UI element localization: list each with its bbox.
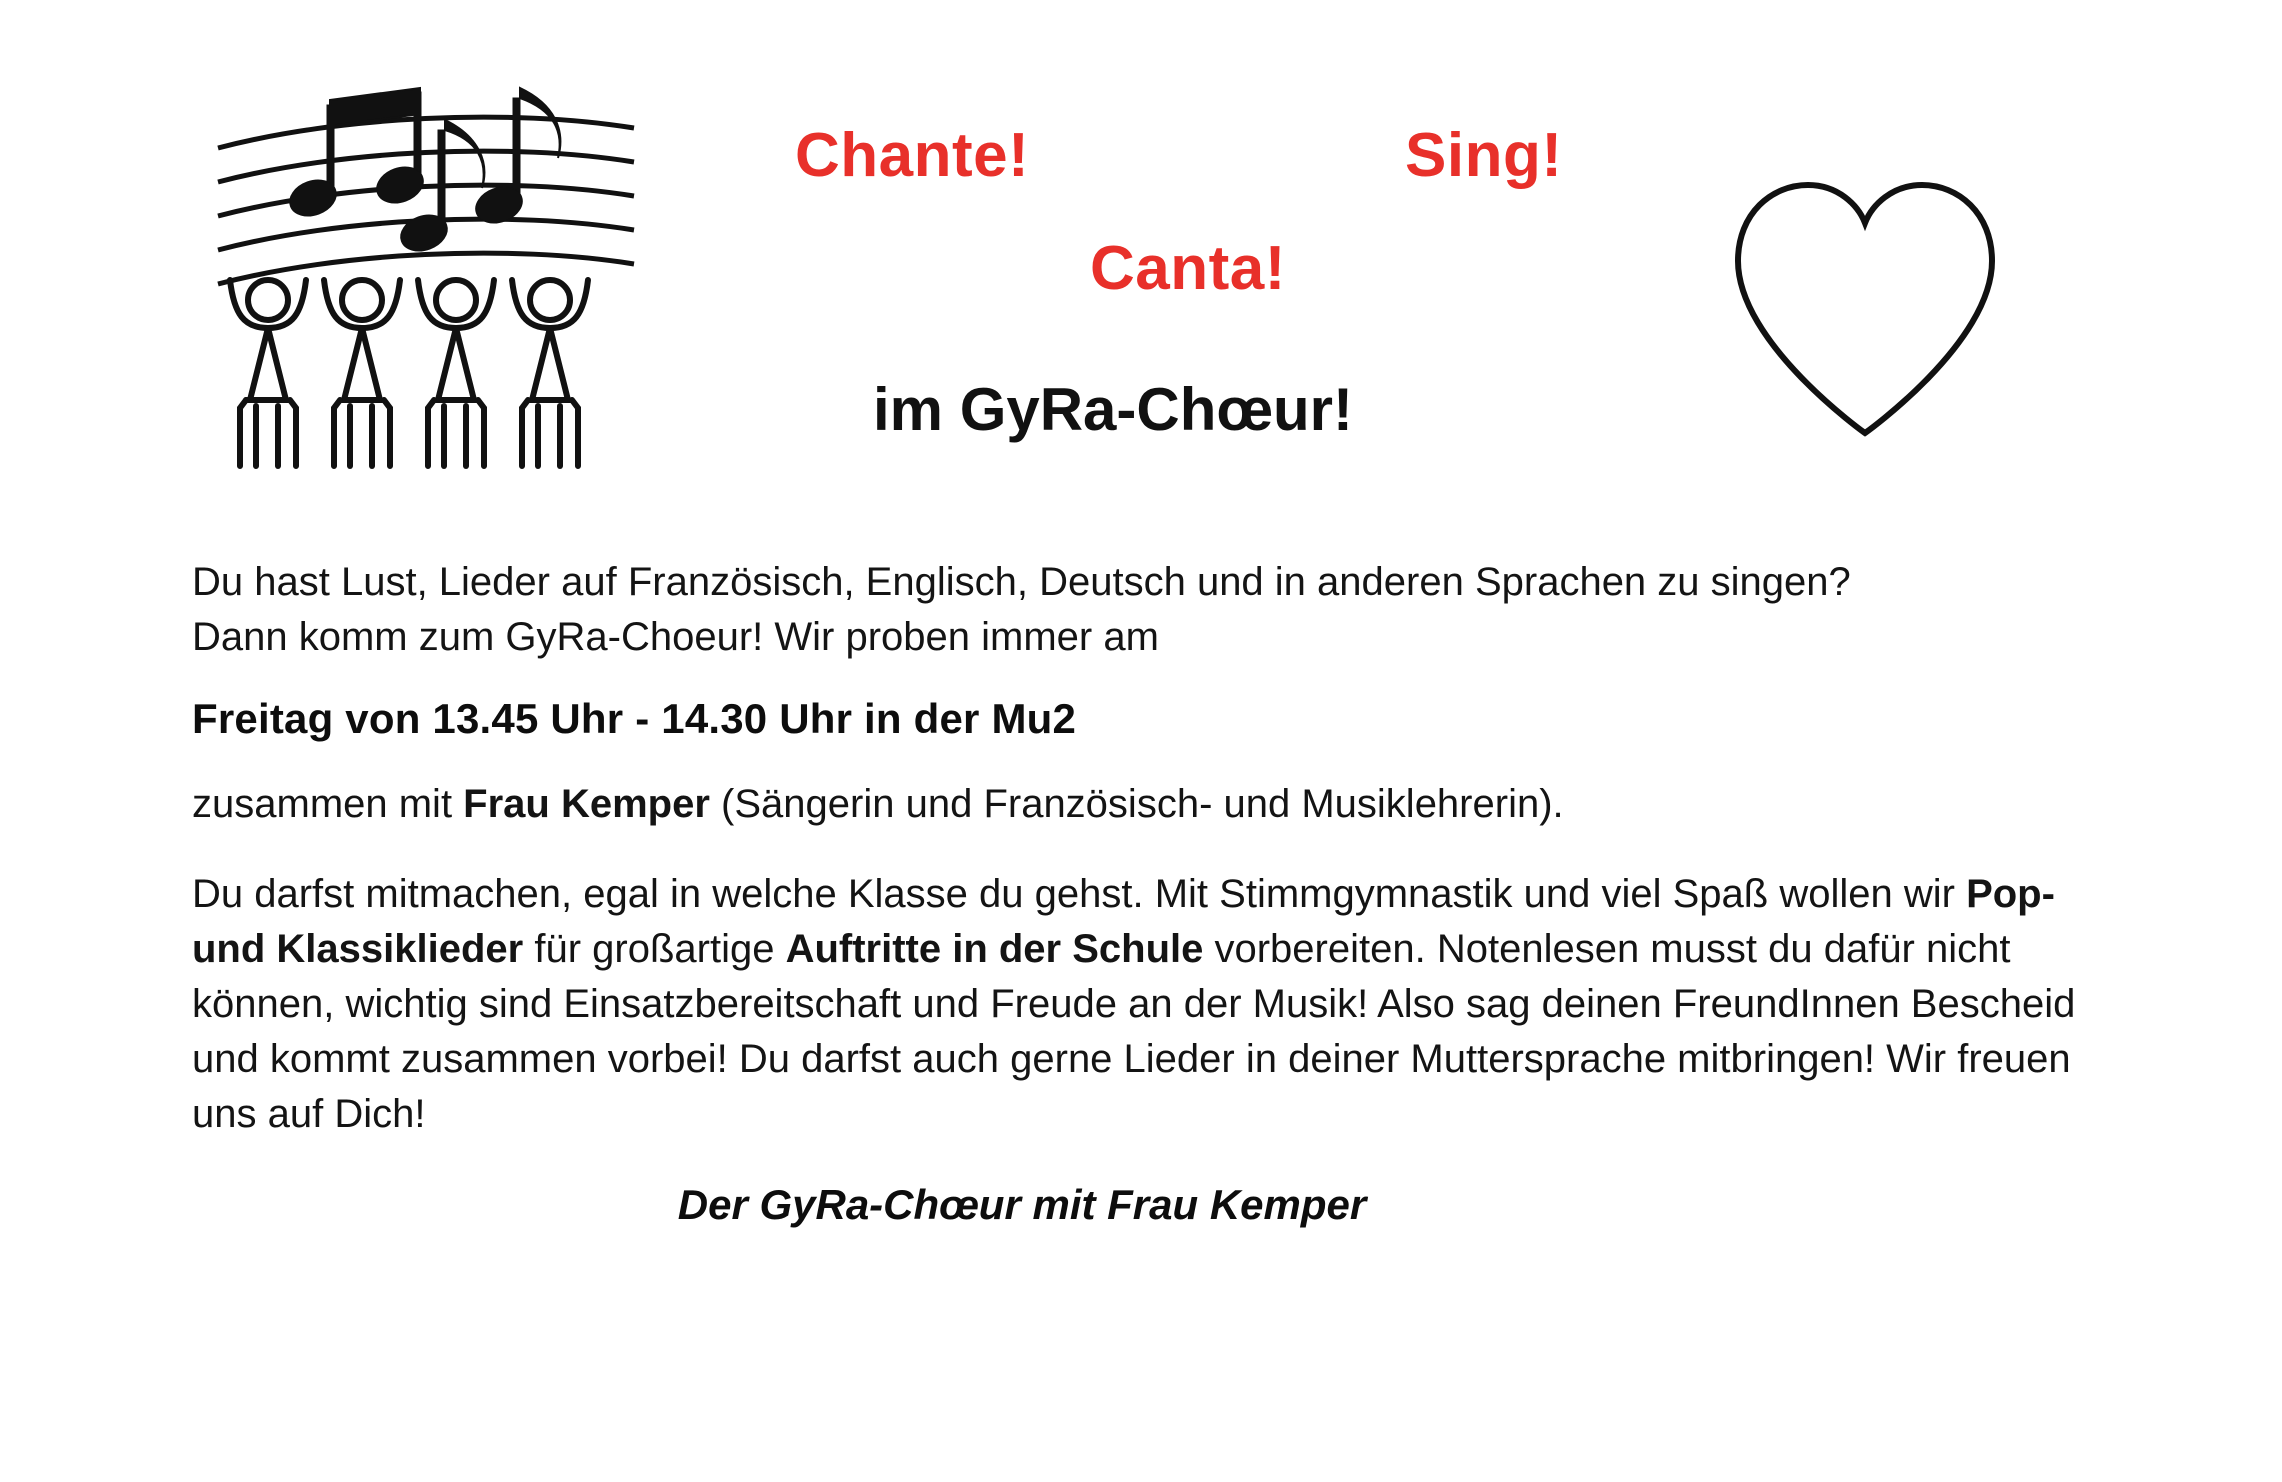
teacher-prefix: zusammen mit xyxy=(192,782,464,827)
page-title: im GyRa-Chœur! xyxy=(873,376,1353,443)
teacher-paragraph xyxy=(192,777,2092,832)
teacher-suffix: (Sängerin und Französisch- und Musiklehrerin). xyxy=(709,782,1564,827)
details-highlight-performances: Auftritte in der Schule xyxy=(785,926,1204,971)
details-part-2: für großartige xyxy=(523,926,786,971)
details-part-1: Du darfst mitmachen, egal in welche Klasse du gehst. Mit Stimmgymnastik und viel Spaß wollen wir xyxy=(192,871,1967,916)
details-highlight-songs: Pop- und Klassiklieder xyxy=(192,871,2055,971)
teacher-name: Frau Kemper xyxy=(463,782,710,827)
poster-body xyxy=(192,555,2092,1229)
details-paragraph xyxy=(192,867,2092,1143)
shout-sing: Sing! xyxy=(1405,121,1563,190)
shout-canta: Canta! xyxy=(1090,234,1286,303)
details-part-3: vorbereiten. Notenlesen musst du dafür nicht können, wichtig sind Einsatzbereitschaft und Freude an der Musik! Also sag deinen FreundInnen Bescheid und kommt zusammen vorbei! Du darfst auch gerne Lieder in deiner Muttersprache mitbringen! Wir freuen uns auf Dich! xyxy=(192,926,2076,1137)
intro-line-1: Du hast Lust, Lieder auf Französisch, Englisch, Deutsch und in anderen Sprachen zu singen? xyxy=(192,560,1851,604)
singing-choir-with-music-staff-icon xyxy=(210,70,640,490)
shout-chante: Chante! xyxy=(795,121,1030,190)
intro-line-2: Dann komm zum GyRa-Choeur! Wir proben immer am xyxy=(192,615,1159,660)
poster-header xyxy=(0,0,2282,520)
intro-paragraph xyxy=(192,555,2092,665)
rehearsal-schedule: Freitag von 13.45 Uhr - 14.30 Uhr in der Mu2 xyxy=(192,695,1077,743)
signature: Der GyRa-Chœur mit Frau Kemper xyxy=(677,1180,1367,1228)
heart-outline-icon xyxy=(1720,175,2010,445)
